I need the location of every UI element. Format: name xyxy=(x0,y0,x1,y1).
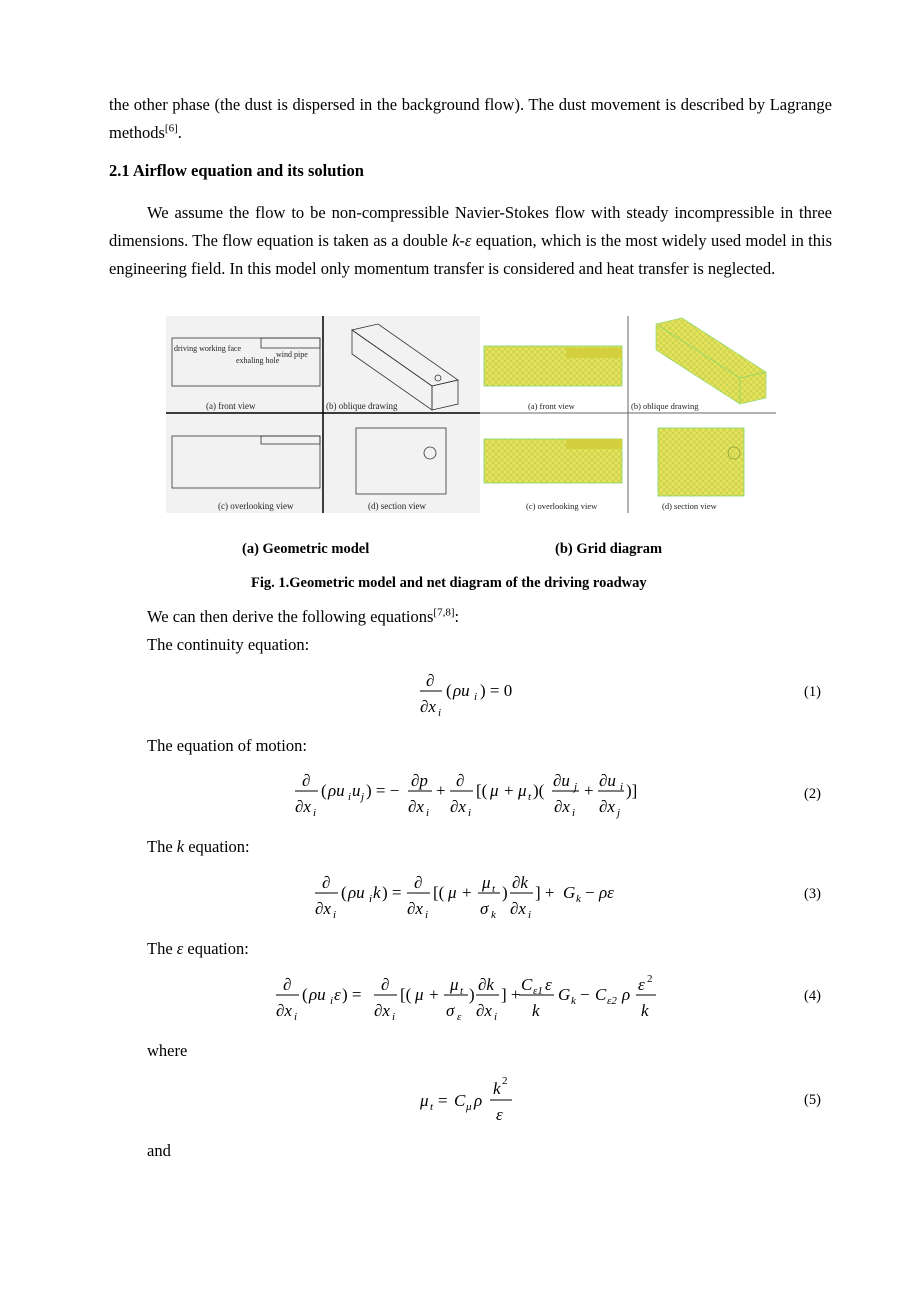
svg-text:C: C xyxy=(595,985,607,1004)
svg-text:∂x: ∂x xyxy=(407,899,423,918)
svg-text:j: j xyxy=(574,781,578,793)
svg-text:k: k xyxy=(373,883,381,902)
intro-text: the other phase (the dust is dispersed in the background flow). The dust movement is described by Lagrange methods xyxy=(109,95,832,142)
svg-text:∂u: ∂u xyxy=(599,771,616,790)
caption-b: (b) Grid diagram xyxy=(555,541,663,557)
svg-text:μ: μ xyxy=(482,873,491,892)
svg-text:∂p: ∂p xyxy=(411,771,428,790)
svg-text:2: 2 xyxy=(647,973,653,985)
svg-text:+: + xyxy=(584,781,594,800)
grid-panel-c-label: (c) overlooking view xyxy=(526,501,598,511)
intro-end: . xyxy=(177,123,182,142)
para-text-rest: equation, which is the most widely used model in this engineering field. In this model only momentum transfer is considered and heat transfer is neglected. xyxy=(109,231,832,278)
svg-text:t: t xyxy=(528,791,532,803)
epsilon-equation-label xyxy=(147,939,249,959)
svg-text:ε: ε xyxy=(496,1105,503,1124)
svg-text:μ: μ xyxy=(490,781,499,800)
svg-text:] +: ] + xyxy=(535,883,555,902)
equation-1-graphic xyxy=(0,664,920,720)
svg-text:C: C xyxy=(521,975,533,994)
svg-text:G: G xyxy=(558,985,571,1004)
driving-face-label: driving working face xyxy=(174,344,242,353)
panel-b-label: (b) oblique drawing xyxy=(326,401,398,411)
svg-text:ρ: ρ xyxy=(474,1091,483,1110)
svg-text:] +: ] + xyxy=(501,985,521,1004)
svg-text:u: u xyxy=(352,781,361,800)
svg-text:ρu: ρu xyxy=(453,681,470,700)
para-text: We assume the flow to be non-compressible Navier-Stokes flow with steady incompressible in three dimensions. The flow equation is taken as a double xyxy=(109,203,832,250)
svg-text:∂x: ∂x xyxy=(408,797,424,816)
svg-text:i: i xyxy=(333,909,337,921)
geometric-model xyxy=(166,316,480,513)
svg-text:∂x: ∂x xyxy=(315,899,331,918)
eps-label-pre: The xyxy=(147,939,177,958)
svg-text:μ: μ xyxy=(518,781,527,800)
svg-text:∂x: ∂x xyxy=(599,797,615,816)
body-paragraph xyxy=(109,199,832,283)
svg-text:∂x: ∂x xyxy=(420,697,436,716)
panel-a-label: (a) front view xyxy=(206,401,256,411)
k-label-post: equation: xyxy=(184,837,250,856)
svg-text:∂: ∂ xyxy=(283,975,292,994)
svg-text:i: i xyxy=(468,807,472,819)
grid-diagram xyxy=(480,316,776,513)
k-label-pre: The xyxy=(147,837,177,856)
figure-1 xyxy=(166,316,776,513)
svg-text:ρε: ρε xyxy=(599,883,614,902)
grid-panel-b-label: (b) oblique drawing xyxy=(631,401,699,411)
svg-text:σ: σ xyxy=(480,899,489,918)
svg-text:)]: )] xyxy=(626,781,638,800)
svg-text:[(: [( xyxy=(476,781,488,800)
svg-text:μ: μ xyxy=(420,1091,429,1110)
svg-text:G: G xyxy=(563,883,576,902)
svg-text:k: k xyxy=(576,893,581,905)
svg-text:k: k xyxy=(532,1001,540,1020)
svg-text:[(: [( xyxy=(433,883,445,902)
equation-number-5: (5) xyxy=(804,1092,821,1108)
svg-text:i: i xyxy=(528,909,532,921)
where-label: where xyxy=(147,1041,188,1060)
svg-text:ε: ε xyxy=(457,1011,462,1023)
equation-number-3: (3) xyxy=(804,886,821,902)
equation-2-graphic xyxy=(0,764,920,822)
derive-end: : xyxy=(454,607,460,626)
svg-text:∂x: ∂x xyxy=(450,797,466,816)
svg-text:−: − xyxy=(585,883,595,902)
svg-text:ρu: ρu xyxy=(328,781,345,800)
equation-5-graphic xyxy=(0,1070,920,1128)
equation-5 xyxy=(0,1070,920,1128)
panel-d-label: (d) section view xyxy=(368,501,426,511)
svg-text:ε2: ε2 xyxy=(607,995,617,1007)
derive-text: We can then derive the following equations xyxy=(147,607,434,626)
epsilon-symbol: ε xyxy=(464,231,472,250)
svg-text:(: ( xyxy=(446,681,452,700)
exhaling-hole-label: exhaling hole xyxy=(236,356,280,365)
equation-1 xyxy=(0,664,920,720)
svg-text:i: i xyxy=(494,1011,498,1023)
svg-text:∂: ∂ xyxy=(414,873,423,892)
svg-text:μ: μ xyxy=(448,883,457,902)
svg-text:∂u: ∂u xyxy=(553,771,570,790)
svg-text:i: i xyxy=(620,781,624,793)
motion-label: The equation of motion: xyxy=(147,736,307,755)
equation-2 xyxy=(0,764,920,822)
svg-text:i: i xyxy=(474,691,478,703)
figure-title: Fig. 1.Geometric model and net diagram of the driving roadway xyxy=(251,575,647,591)
svg-text:i: i xyxy=(438,707,442,719)
svg-text:i: i xyxy=(392,1011,396,1023)
svg-text:i: i xyxy=(313,807,317,819)
svg-text:i: i xyxy=(330,995,334,1007)
svg-text:∂x: ∂x xyxy=(295,797,311,816)
svg-text:(: ( xyxy=(341,883,347,902)
section-heading: 2.1 Airflow equation and its solution xyxy=(109,161,364,180)
k-equation-label xyxy=(147,837,250,857)
intro-paragraph xyxy=(109,91,832,147)
svg-text:j: j xyxy=(361,791,365,803)
equation-3 xyxy=(0,866,920,924)
svg-text:∂k: ∂k xyxy=(478,975,494,994)
svg-text:∂: ∂ xyxy=(322,873,331,892)
svg-text:) =: ) = xyxy=(342,985,362,1004)
svg-text:ρ: ρ xyxy=(622,985,631,1004)
wind-pipe-label: wind pipe xyxy=(276,350,308,359)
and-label: and xyxy=(147,1141,171,1160)
grid-panel-a-label: (a) front view xyxy=(528,401,575,411)
svg-text:μ: μ xyxy=(415,985,424,1004)
svg-text:k: k xyxy=(493,1079,501,1098)
svg-text:ρu: ρu xyxy=(309,985,326,1004)
svg-text:−: − xyxy=(580,985,590,1004)
svg-text:k: k xyxy=(491,909,496,921)
svg-text:): ) xyxy=(469,985,475,1004)
svg-text:+: + xyxy=(429,985,439,1004)
svg-text:2: 2 xyxy=(502,1075,508,1087)
dash: - xyxy=(459,231,465,250)
svg-text:j: j xyxy=(617,807,621,819)
grid-panel-d-label: (d) section view xyxy=(662,501,717,511)
svg-text:∂x: ∂x xyxy=(476,1001,492,1020)
derive-line xyxy=(147,607,459,627)
k-symbol: k xyxy=(452,231,460,250)
svg-text:+: + xyxy=(504,781,514,800)
citation: [6] xyxy=(164,122,178,135)
svg-text:∂k: ∂k xyxy=(512,873,528,892)
svg-text:t: t xyxy=(460,985,464,997)
svg-text:C: C xyxy=(454,1091,466,1110)
svg-text:) =: ) = xyxy=(382,883,402,902)
svg-text:) = −: ) = − xyxy=(366,781,400,800)
svg-text:(: ( xyxy=(302,985,308,1004)
svg-text:∂: ∂ xyxy=(426,671,435,690)
eps-label-post: equation: xyxy=(183,939,249,958)
equation-number-4: (4) xyxy=(804,988,821,1004)
svg-text:σ: σ xyxy=(446,1001,455,1020)
svg-text:∂: ∂ xyxy=(302,771,311,790)
svg-text:k: k xyxy=(571,995,576,1007)
svg-text:)(: )( xyxy=(533,781,545,800)
eps-label-symbol: ε xyxy=(176,939,184,958)
svg-text:) = 0: ) = 0 xyxy=(480,681,513,700)
svg-text:∂x: ∂x xyxy=(276,1001,292,1020)
derive-citation: [7,8] xyxy=(433,606,455,619)
equation-4 xyxy=(0,968,920,1026)
equation-3-graphic xyxy=(0,866,920,924)
svg-text:i: i xyxy=(348,791,352,803)
svg-text:∂x: ∂x xyxy=(374,1001,390,1020)
svg-text:): ) xyxy=(502,883,508,902)
svg-text:μ: μ xyxy=(466,1101,472,1113)
svg-text:k: k xyxy=(641,1001,649,1020)
svg-text:(: ( xyxy=(321,781,327,800)
svg-text:∂: ∂ xyxy=(381,975,390,994)
svg-text:ε1: ε1 xyxy=(533,985,543,997)
svg-text:ε: ε xyxy=(638,975,645,994)
svg-text:i: i xyxy=(572,807,576,819)
svg-text:i: i xyxy=(294,1011,298,1023)
svg-text:i: i xyxy=(426,807,430,819)
equation-number-2: (2) xyxy=(804,786,821,802)
svg-text:i: i xyxy=(425,909,429,921)
continuity-label: The continuity equation: xyxy=(147,635,310,654)
svg-text:ε: ε xyxy=(334,985,341,1004)
equation-number-1: (1) xyxy=(804,684,821,700)
svg-text:[(: [( xyxy=(400,985,412,1004)
svg-text:t: t xyxy=(492,883,496,895)
svg-text:i: i xyxy=(369,893,373,905)
svg-text:∂: ∂ xyxy=(456,771,465,790)
panel-c-label: (c) overlooking view xyxy=(218,501,294,511)
svg-text:ε: ε xyxy=(545,975,552,994)
svg-text:+: + xyxy=(462,883,472,902)
svg-text:ρu: ρu xyxy=(348,883,365,902)
k-label-symbol: k xyxy=(176,837,185,856)
svg-text:μ: μ xyxy=(450,975,459,994)
svg-text:=: = xyxy=(438,1091,448,1110)
equation-4-graphic xyxy=(0,968,920,1026)
caption-a: (a) Geometric model xyxy=(242,541,370,557)
svg-text:∂x: ∂x xyxy=(510,899,526,918)
svg-text:∂x: ∂x xyxy=(554,797,570,816)
svg-text:+: + xyxy=(436,781,446,800)
svg-text:t: t xyxy=(430,1101,434,1113)
